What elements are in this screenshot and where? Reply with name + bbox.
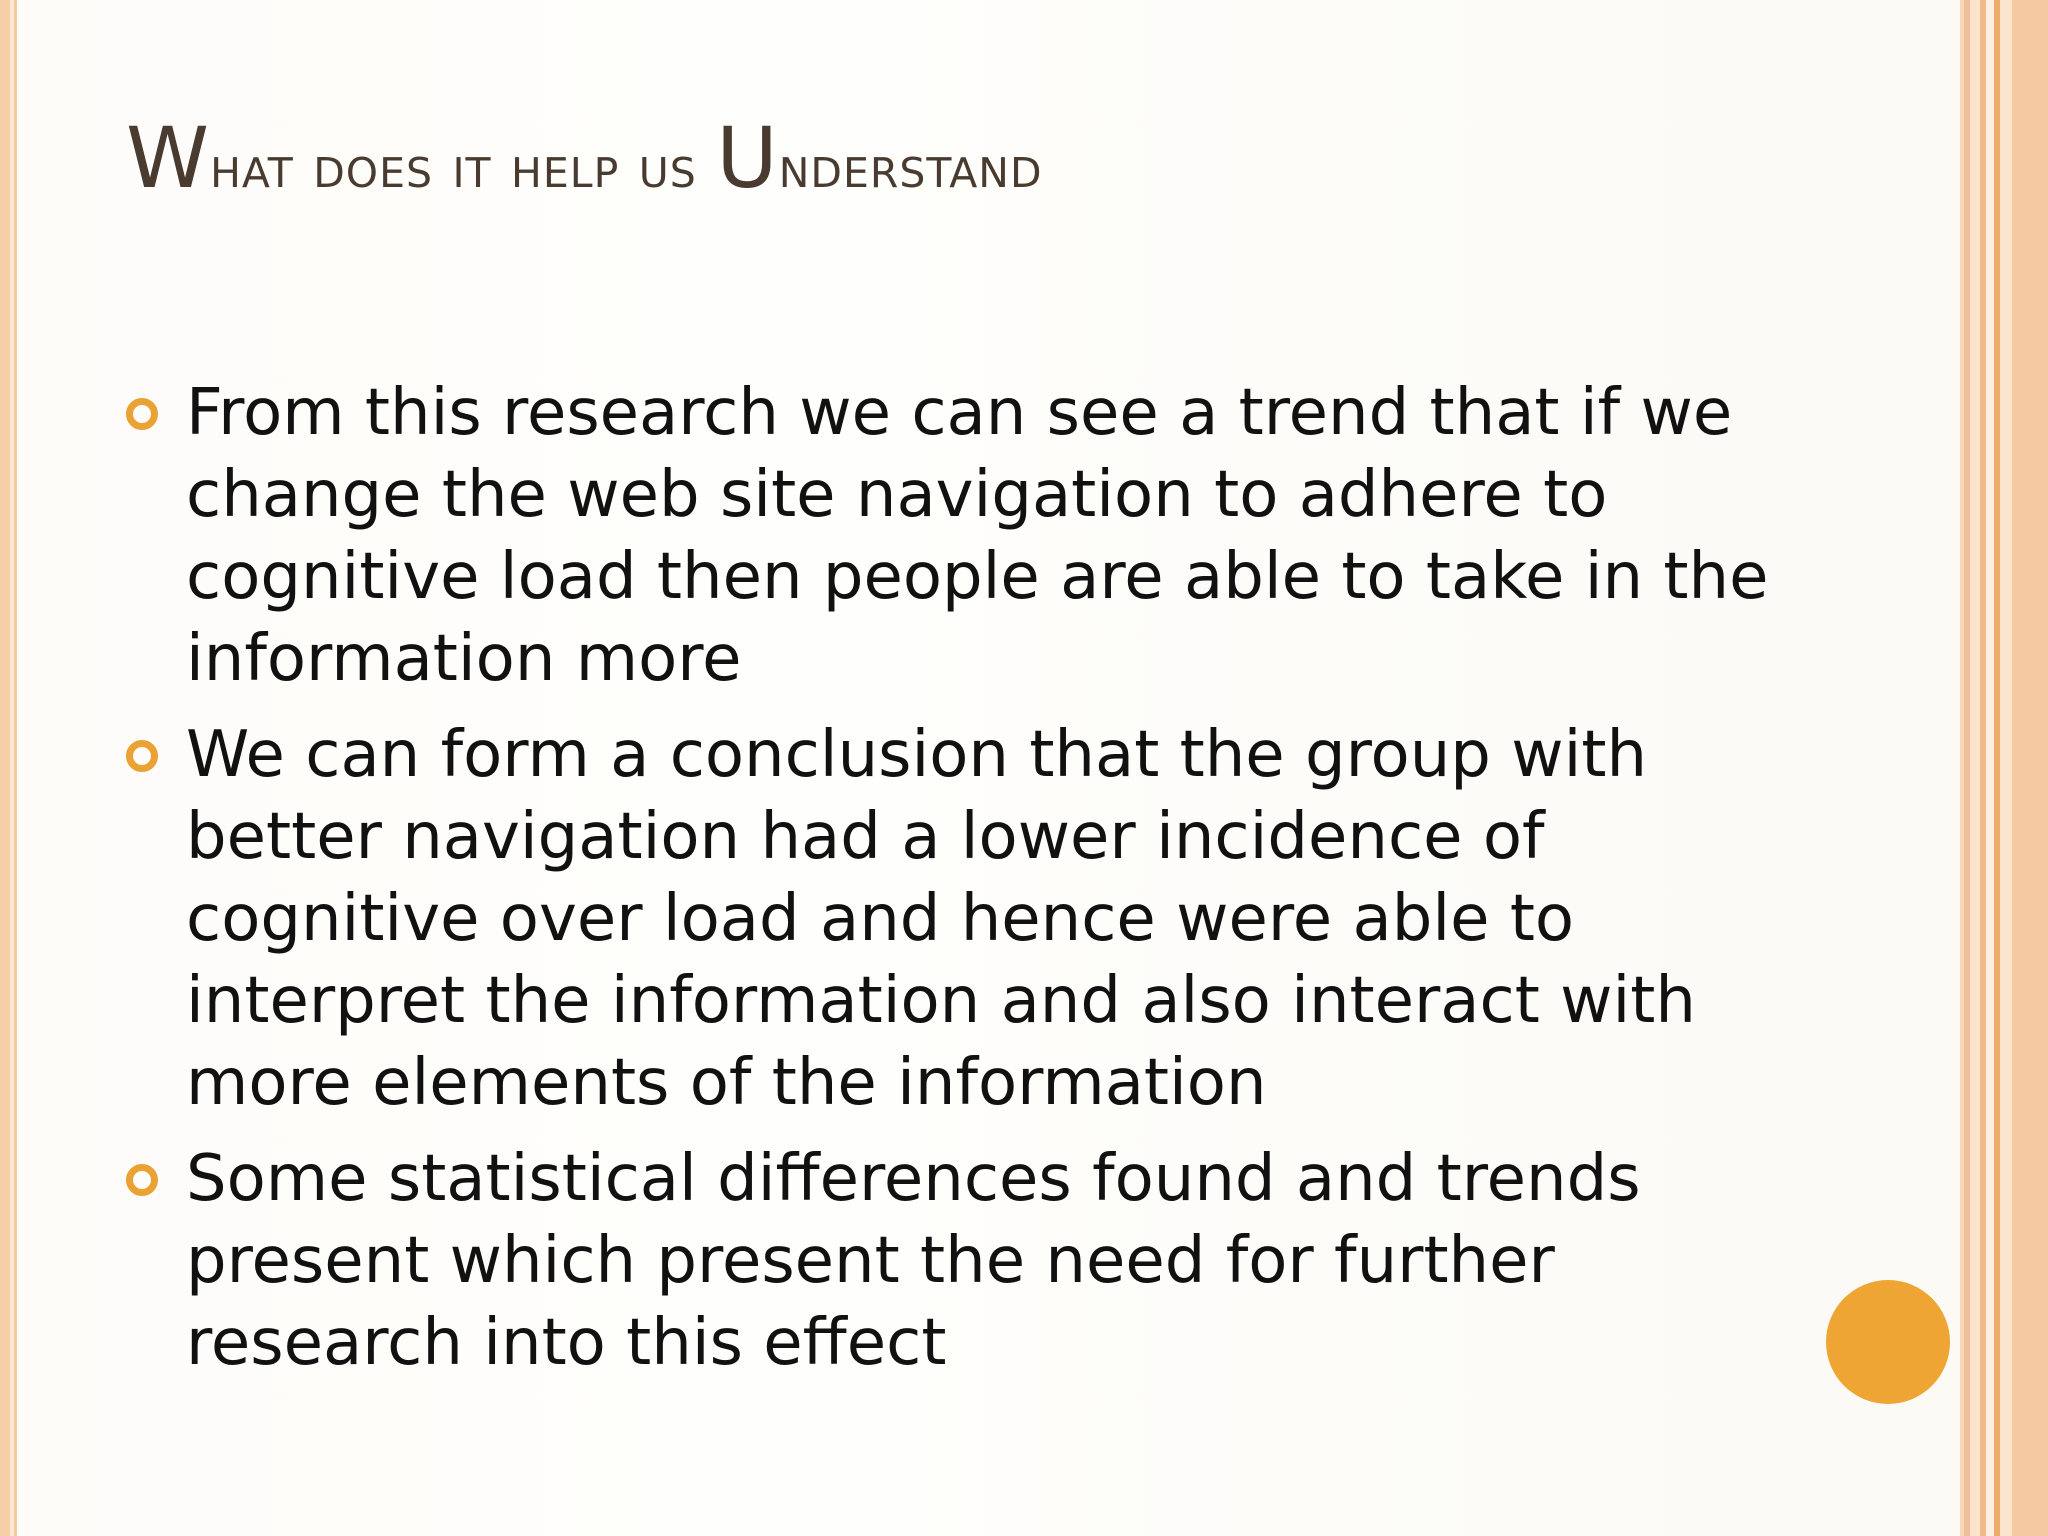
- ring-bullet-icon: [126, 740, 158, 772]
- decorative-circle-icon: [1826, 1280, 1950, 1404]
- title-text: nderstand: [778, 133, 1043, 201]
- title-initial: W: [126, 109, 211, 207]
- bullet-item: [126, 1138, 1826, 1384]
- title-initial: U: [716, 109, 779, 207]
- title-text: hat does it help us: [210, 133, 717, 201]
- right-border-stripe: [1986, 0, 1994, 1536]
- bullet-text: We can form a conclusion that the group with better navigation had a lower incidence of cognitive over load and hence were able to interpret the information and also interact with more elements of the information: [186, 718, 1696, 1120]
- right-border-stripe: [2000, 0, 2012, 1536]
- bullet-item: [126, 714, 1826, 1124]
- ring-bullet-icon: [126, 398, 158, 430]
- ring-bullet-icon: [126, 1164, 158, 1196]
- bullet-text: From this research we can see a trend that if we change the web site navigation to adhere to cognitive load then people are able to take in the information more: [186, 376, 1769, 696]
- bullet-item: [126, 372, 1826, 700]
- right-border-stripe: [1970, 0, 1980, 1536]
- bullet-list: [126, 372, 1826, 1398]
- left-border-stripe: [0, 0, 10, 1536]
- bullet-text: Some statistical differences found and trends present which present the need for further research into this effect: [186, 1142, 1641, 1380]
- slide-title: [126, 108, 1886, 209]
- left-border-stripe: [14, 0, 17, 1536]
- right-border-stripe: [2012, 0, 2048, 1536]
